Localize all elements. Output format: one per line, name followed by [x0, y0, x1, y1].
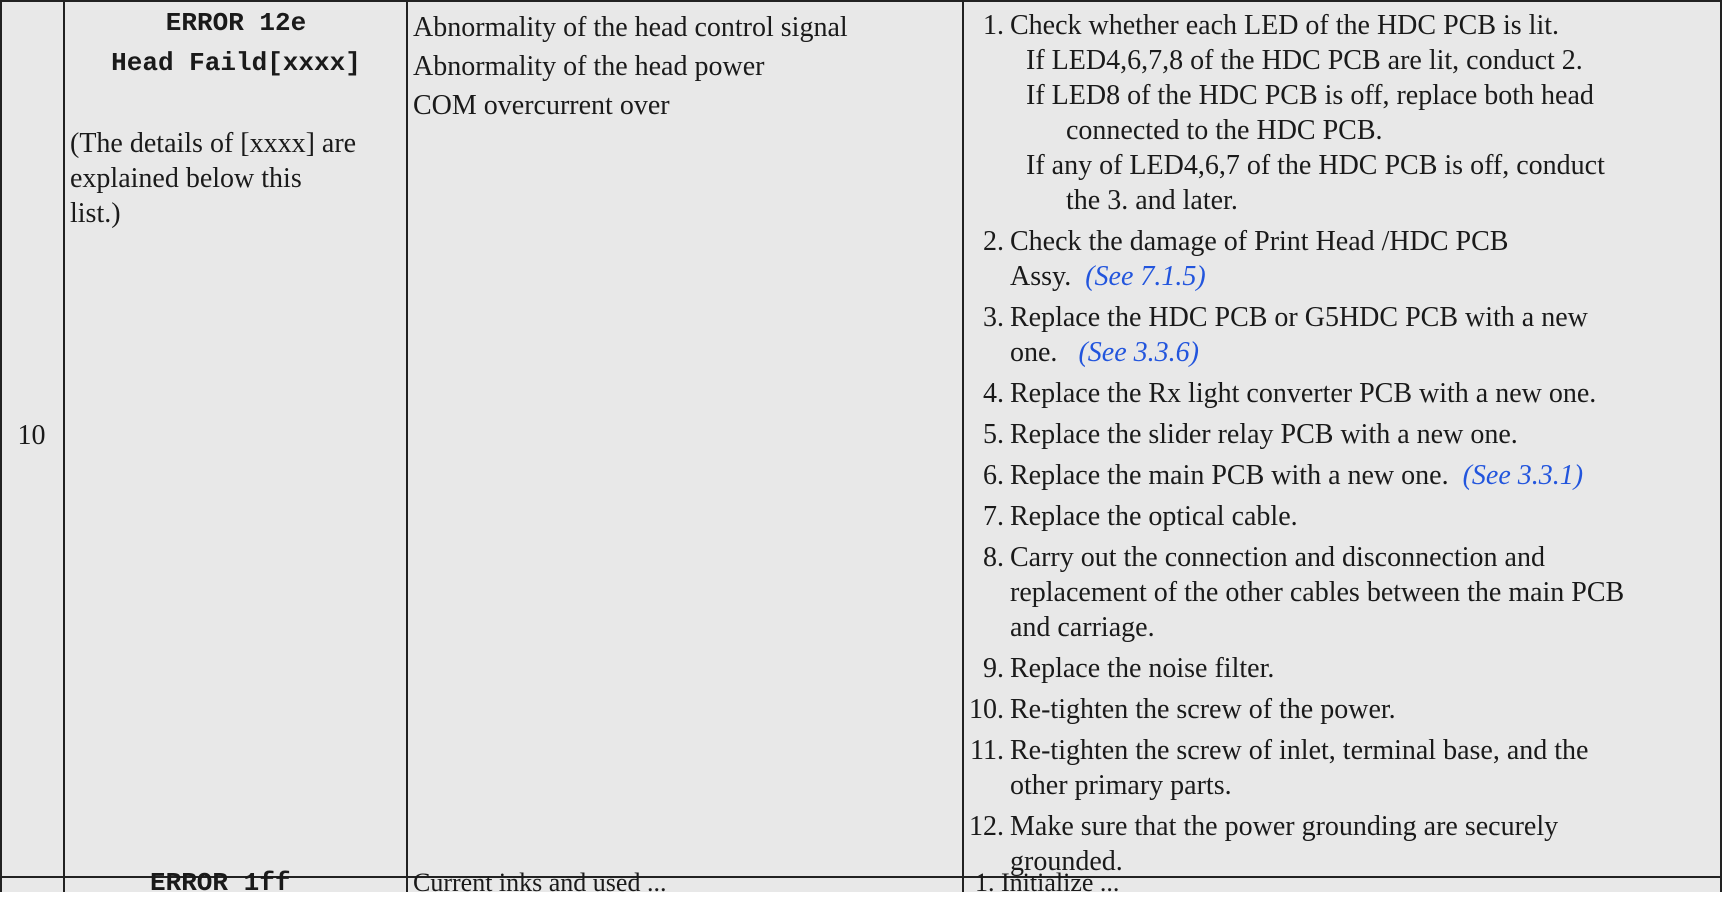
remedy-text: one.: [1010, 337, 1058, 368]
causes-list: [413, 8, 953, 125]
remedy-number: 4.: [983, 378, 1004, 409]
remedy-text: grounded.: [1010, 846, 1123, 877]
remedy-item-1: [970, 8, 1720, 218]
error-code: ERROR 12e: [165, 8, 307, 38]
remedy-text: replacement of the other cables between the main PCB: [1010, 577, 1625, 608]
remedy-subtext: connected to the HDC PCB.: [1066, 115, 1383, 146]
error-name: Head Faild[xxxx]: [111, 48, 361, 78]
remedy-text: Re-tighten the screw of inlet, terminal base, and the: [1010, 735, 1589, 766]
remedy-subtext: If LED8 of the HDC PCB is off, replace both head: [1026, 80, 1594, 111]
cause-item: Abnormality of the head control signal: [413, 12, 848, 43]
cause-item: Abnormality of the head power: [413, 51, 765, 82]
details-note: [70, 126, 400, 231]
next-row-remedy: 1. Initialize ...: [975, 868, 1120, 897]
remedy-number: 9.: [983, 653, 1004, 684]
remedy-text: Make sure that the power grounding are securely: [1010, 811, 1559, 842]
reference-link[interactable]: (See 3.3.6): [1078, 337, 1199, 368]
remedy-text: Check whether each LED of the HDC PCB is lit.: [1010, 10, 1560, 41]
remedy-text: Replace the optical cable.: [1010, 501, 1298, 532]
remedy-subtext: the 3. and later.: [1066, 185, 1238, 216]
remedy-number: 5.: [983, 419, 1004, 450]
remedy-number: 11.: [970, 735, 1004, 766]
remedy-text: and carriage.: [1010, 612, 1155, 643]
remedy-item-10: [970, 692, 1720, 727]
next-row-cause: Current inks and used ...: [413, 868, 667, 897]
remedy-text: Replace the HDC PCB or G5HDC PCB with a new: [1010, 302, 1588, 333]
reference-link[interactable]: (See 3.3.1): [1462, 460, 1584, 491]
remedy-item-11: [970, 733, 1720, 803]
row-top-rule: [0, 0, 1722, 2]
remedy-text: Replace the main PCB with a new one.: [1010, 460, 1449, 491]
remedy-list: [970, 8, 1720, 885]
remedy-text: Assy.: [1010, 261, 1072, 292]
remedy-number: 8.: [983, 542, 1004, 573]
remedy-item-9: [970, 651, 1720, 686]
remedy-item-4: [970, 376, 1720, 411]
column-divider-1: [63, 0, 65, 892]
remedy-item-2: [970, 224, 1720, 294]
remedy-number: 2.: [983, 226, 1004, 257]
cause-item: COM overcurrent over: [413, 90, 670, 121]
remedy-number: 3.: [983, 302, 1004, 333]
note-line: (The details of [xxxx] are: [70, 128, 357, 159]
remedy-item-6: [970, 458, 1720, 493]
remedy-number: 7.: [983, 501, 1004, 532]
remedy-number: 1.: [983, 10, 1004, 41]
remedy-number: 6.: [983, 460, 1004, 491]
row-number: 10: [17, 420, 46, 451]
remedy-number: 12.: [969, 811, 1004, 842]
remedy-number: 10.: [969, 694, 1004, 725]
remedy-text: Replace the slider relay PCB with a new one.: [1010, 419, 1518, 450]
remedy-item-3: [970, 300, 1720, 370]
remedy-subtext: If LED4,6,7,8 of the HDC PCB are lit, conduct 2.: [1026, 45, 1583, 76]
note-line: list.): [70, 198, 121, 229]
column-divider-2: [406, 0, 408, 892]
next-row-code: ERROR 1ff: [150, 868, 291, 898]
remedy-text: other primary parts.: [1010, 770, 1232, 801]
remedy-item-7: [970, 499, 1720, 534]
remedy-item-5: [970, 417, 1720, 452]
remedy-subtext: If any of LED4,6,7 of the HDC PCB is off, conduct: [1026, 150, 1605, 181]
note-line: explained below this: [70, 163, 302, 194]
remedy-text: Re-tighten the screw of the power.: [1010, 694, 1396, 725]
remedy-text: Check the damage of Print Head /HDC PCB: [1010, 226, 1509, 257]
remedy-text: Carry out the connection and disconnection and: [1010, 542, 1545, 573]
remedy-text: Replace the noise filter.: [1010, 653, 1275, 684]
reference-link[interactable]: (See 7.1.5): [1085, 261, 1206, 292]
remedy-text: Replace the Rx light converter PCB with a new one.: [1010, 378, 1597, 409]
remedy-item-8: [970, 540, 1720, 645]
